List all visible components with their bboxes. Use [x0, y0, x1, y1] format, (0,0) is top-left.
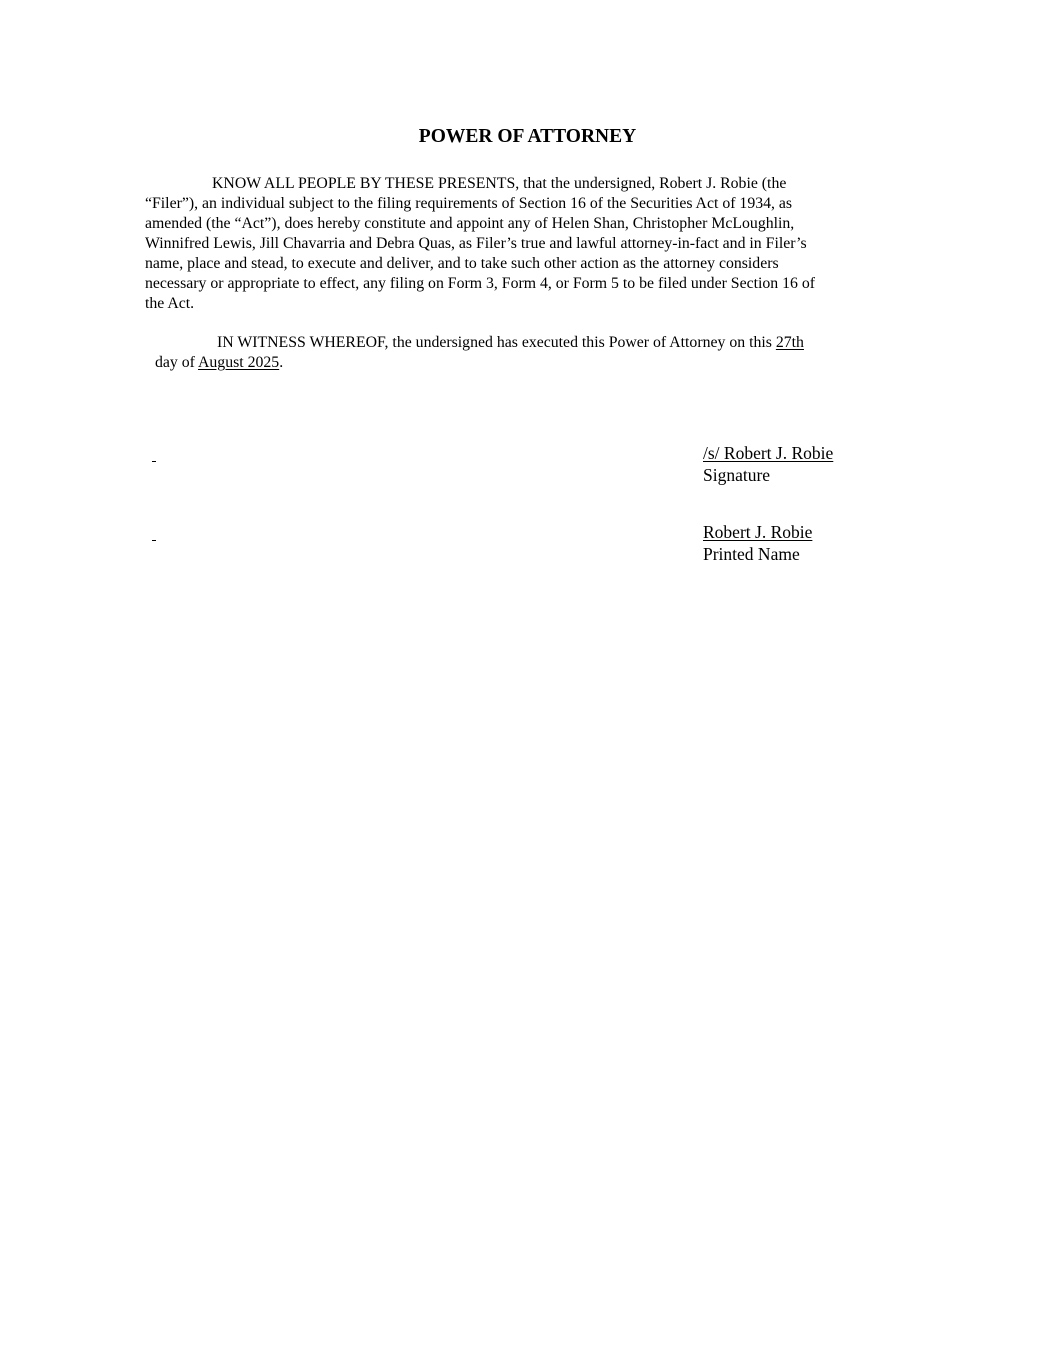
paragraph-line: the Act. [145, 295, 195, 312]
grant-paragraph [145, 174, 880, 314]
day-of-label: day of [155, 354, 198, 371]
paragraph-line: “Filer”), an individual subject to the filing requirements of Section 16 of the Securities Act of 1934, as [145, 195, 793, 212]
signature-value: /s/ Robert J. Robie [703, 443, 834, 463]
witness-text: IN WITNESS WHEREOF, the undersigned has executed this Power of Attorney on this [217, 334, 776, 351]
paragraph-line: name, place and stead, to execute and deliver, and to take such other action as the attorney considers [145, 255, 779, 272]
printed-name-caption: Printed Name [703, 544, 800, 564]
blank-line-mark [152, 461, 156, 462]
printed-name-value: Robert J. Robie [703, 522, 813, 542]
execution-day: 27th [775, 334, 804, 351]
paragraph-line: amended (the “Act”), does hereby constitute and appoint any of Helen Shan, Christopher McLoughlin, [145, 215, 795, 232]
printed-name-block [703, 521, 812, 565]
signature-block [703, 442, 833, 486]
document-title: POWER OF ATTORNEY [418, 126, 637, 147]
witness-line [145, 353, 880, 373]
blank-line-mark [152, 540, 156, 541]
paragraph-line: KNOW ALL PEOPLE BY THESE PRESENTS, that the undersigned, Robert J. Robie (the [212, 175, 787, 192]
paragraph-line: necessary or appropriate to effect, any filing on Form 3, Form 4, or Form 5 to be filed under Section 16 of [145, 275, 816, 292]
witness-end-punct: . [279, 354, 284, 371]
execution-month-year: August 2025 [198, 354, 280, 371]
witness-paragraph [145, 333, 880, 373]
witness-line [145, 333, 880, 353]
paragraph-line: Winnifred Lewis, Jill Chavarria and Debra Quas, as Filer’s true and lawful attorney-in-fact and in Filer’s [145, 235, 807, 252]
signature-caption: Signature [703, 465, 771, 485]
